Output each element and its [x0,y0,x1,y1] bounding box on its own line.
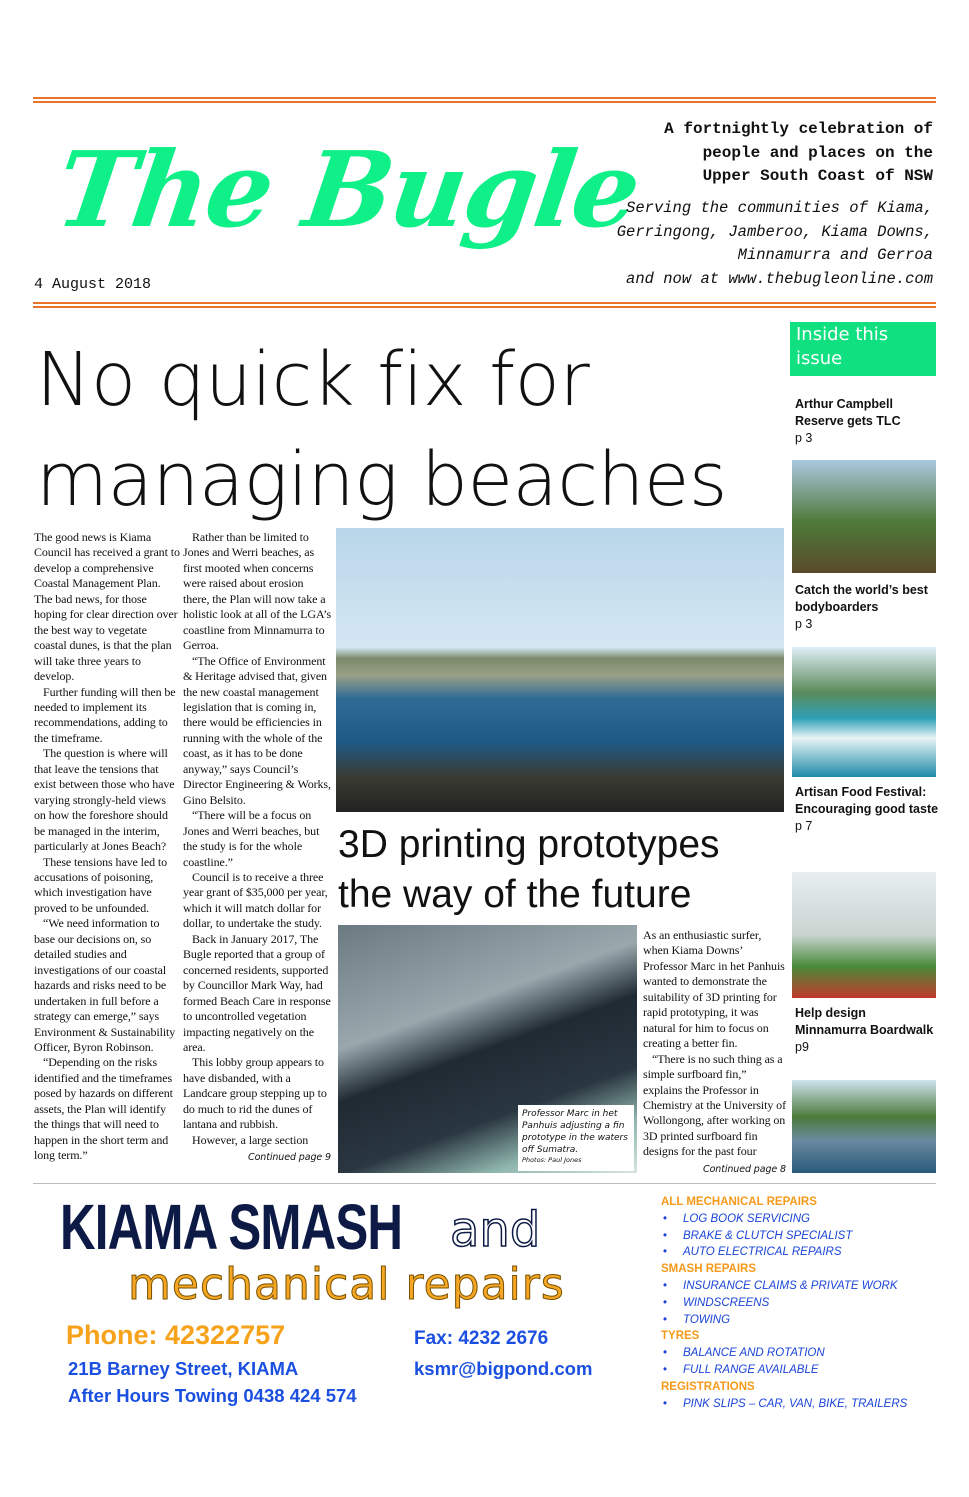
lead-column-1 [34,530,180,1164]
sidebar-item-page: p9 [795,1040,809,1054]
second-headline [338,820,720,920]
serving-line: Gerringong, Jamberoo, Kiama Downs, [616,222,933,241]
ad-and-text: and [450,1202,541,1258]
sidebar-item-page: p 7 [795,819,813,833]
ad-services-list [661,1194,907,1412]
ad-after-hours: After Hours Towing 0438 424 574 [68,1385,357,1406]
masthead-bottom-rule [33,302,936,308]
service-heading: ALL MECHANICAL REPAIRS [661,1196,817,1208]
paragraph: Further funding will then be needed to implement its recommendations, adding to the timeframe. [34,684,176,745]
lead-headline [36,330,727,530]
tagline-line: Upper South Coast of NSW [702,167,933,185]
lead-column-2 [183,530,331,1166]
ad-subtitle: mechanical repairs [128,1259,565,1310]
ad-address: 21B Barney Street, KIAMA [68,1358,299,1379]
paragraph: Back in January 2017, The Bugle reported that a group of concerned residents, supported by Councillor Mark Way, had formed Beach Care in response to uncontrolled vegetation impacting negatively on the area. [183,931,331,1054]
serving-line: Serving the communities of Kiama, [626,199,933,217]
second-column [643,928,786,1177]
service-item: • FULL RANGE AVAILABLE [661,1362,907,1379]
paragraph: The good news is Kiama Council has received a grant to develop a comprehensive Coastal Management Plan. The bad news, for those hoping for clear direction over the best way to vegetate coastal dunes, is that the plan will take three years to develop. [34,530,180,684]
top-rule [33,97,936,103]
section-divider [33,1183,936,1184]
paragraph: “There is no such thing as a simple surfboard fin,” explains the Professor in Chemistry at the University of Wollongong, after working on 3D printed surfboard fin designs for the past four [643,1051,786,1159]
issue-date: 4 August 2018 [34,276,152,293]
website-link[interactable]: and now at www.thebugleonline.com [626,269,933,288]
boardwalk-thumbnail [792,1080,936,1173]
headline-line: 3D printing prototypes [338,823,720,866]
headline-line: managing beaches [36,437,727,523]
paragraph: “We need information to base our decisions on, so detailed studies and investigations of our coastal hazards and risks need to be undertaken in full before a strategy can emerge,” says Environment & Sustainability Officer, Byron Robinson. [34,916,176,1054]
sidebar-item-title: Catch the world’s best bodyboarders [795,583,928,614]
beach-photo [336,528,784,812]
paragraph: As an enthusiastic surfer, when Kiama Downs’ Professor Marc in het Panhuis wanted to demonstrate the suitability of 3D printing for rapid prototyping, it was natural for him to focus on creating a better fin. [643,928,785,1051]
paragraph: “The Office of Environment & Heritage advised that, given the new coastal management legislation that is coming in, there would be efficiencies in running with the whole of the coast, as it has to be done anyway,” says Council’s Director Engineering & Works, Gino Belsito. [183,653,331,807]
service-item: • AUTO ELECTRICAL REPAIRS [661,1244,907,1261]
caption-text: Professor Marc in het Panhuis adjusting a fin prototype in the waters off Sumatra. [522,1109,628,1155]
inside-issue-header: Inside this issue [790,322,936,376]
paragraph: The question is where will that leave the tensions that exist between those who have varying strongly-held views on how the foreshore should be managed in the interim, particularly at Jones Beach? [34,746,175,854]
food-festival-thumbnail [792,872,936,998]
tagline-line: A fortnightly celebration of [664,120,933,138]
sidebar-item-page: p 3 [795,431,813,445]
service-item: • PINK SLIPS – CAR, VAN, BIKE, TRAILERS [661,1396,907,1413]
headline-line: the way of the future [338,873,692,916]
paragraph: “There will be a focus on Jones and Werri beaches, but the study is for the whole coastline.” [183,808,320,869]
paragraph: These tensions have led to accusations of poisoning, which investigation have proved to be unfounded. [34,854,168,915]
service-item: • TOWING [661,1312,907,1329]
service-item: • BRAKE & CLUTCH SPECIALIST [661,1228,907,1245]
ad-phone: Phone: 42322757 [66,1320,286,1350]
sidebar-item-page: p 3 [795,617,813,631]
ad-email[interactable]: ksmr@bigpond.com [414,1358,593,1379]
paragraph: However, a large section [192,1132,309,1147]
sidebar-item[interactable] [795,784,940,835]
photo-credit: Photos: Paul Jones [522,1156,582,1164]
headline-line: No quick fix for [36,337,590,423]
service-heading: SMASH REPAIRS [661,1263,756,1276]
sidebar-item-title: Artisan Food Festival: Encouraging good taste [795,785,939,816]
service-heading: REGISTRATIONS [661,1380,755,1393]
paragraph: Rather than be limited to Jones and Werri beaches, as first mooted when concerns were raised about erosion there, the Plan will now take a holistic look at all of the LGA’s coastline from Minnamurra to Gerroa. [183,530,332,653]
ad-business-name: KIAMA SMASH [60,1191,403,1264]
serving-line: Minnamurra and Gerroa [737,246,933,264]
masthead-serving [617,197,933,291]
paragraph: Council is to receive a three year grant of $35,000 per year, which it will match dollar for dollar, to undertake the study. [183,869,328,931]
sidebar-item[interactable] [795,582,940,633]
service-item: • BALANCE AND ROTATION [661,1345,907,1362]
service-item: • INSURANCE CLAIMS & PRIVATE WORK [661,1278,907,1295]
masthead-tagline [664,118,933,189]
service-item: • WINDSCREENS [661,1295,907,1312]
bodyboard-thumbnail [792,647,936,777]
service-item: • LOG BOOK SERVICING [661,1211,907,1228]
paragraph: This lobby group appears to have disbanded, with a Landcare group stepping up to do much to rid the dunes of lantana and rubbish. [183,1055,327,1132]
paragraph: “Depending on the risks identified and the timeframes posed by hazards on different assets, the Plan will identify the things that will need to happen in the short term and long term.” [34,1055,173,1163]
sidebar-item-title: Arthur Campbell Reserve gets TLC [795,397,901,428]
service-heading: TYRES [661,1330,700,1343]
ad-fax: Fax: 4232 2676 [414,1328,549,1349]
tagline-line: people and places on the [702,143,933,162]
continued-link[interactable]: Continued page 9 [248,1152,331,1164]
sidebar-item[interactable] [795,396,940,447]
reserve-thumbnail [792,460,936,573]
masthead-logo: The Bugle [49,128,646,251]
sidebar-item-title: Help design Minnamurra Boardwalk [795,1006,934,1037]
photo-caption [518,1105,634,1171]
sidebar-item[interactable] [795,1005,940,1056]
continued-link[interactable]: Continued page 8 [703,1163,786,1175]
